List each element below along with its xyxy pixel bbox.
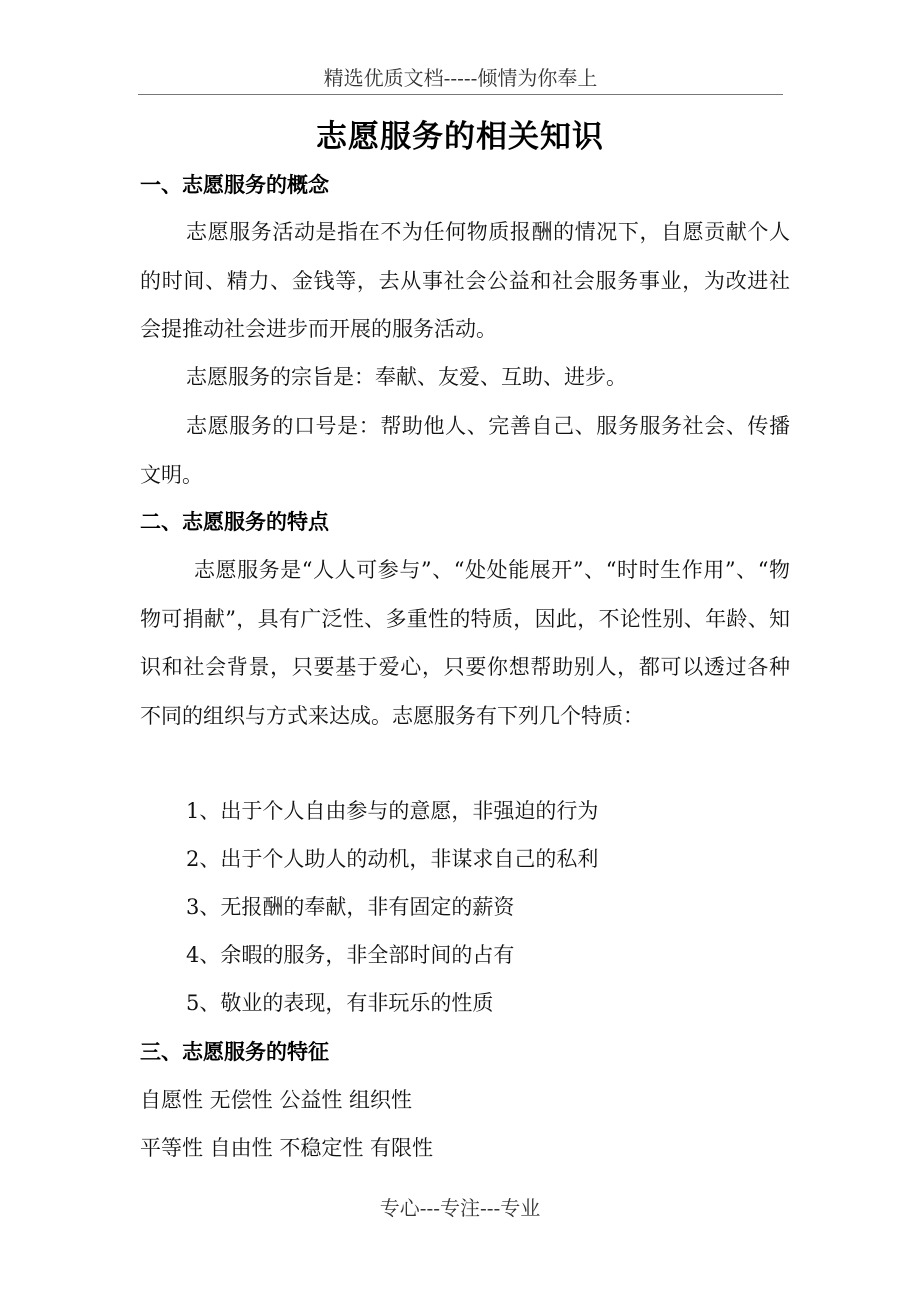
slogan-paragraph: 志愿服务的口号是：帮助他人、完善自己、服务服务社会、传播文明。 bbox=[140, 414, 790, 487]
concept-paragraph: 志愿服务活动是指在不为任何物质报酬的情况下，自愿贡献个人的时间、精力、金钱等，去从事社会公益和社会服务事业，为改进社会提推动社会进步而开展的服务活动。 bbox=[140, 220, 790, 342]
list-item: 2、出于个人助人的动机，非谋求自己的私利 bbox=[186, 847, 599, 871]
list-item: 4、余暇的服务，非全部时间的占有 bbox=[186, 943, 515, 967]
features-line: 自愿性 无偿性 公益性 组织性 bbox=[140, 1088, 413, 1112]
section-heading-characteristics: 二、志愿服务的特点 bbox=[140, 510, 329, 534]
document-title: 志愿服务的相关知识 bbox=[316, 119, 604, 155]
features-line: 平等性 自由性 不稳定性 有限性 bbox=[140, 1136, 434, 1160]
list-item: 3、无报酬的奉献，非有固定的薪资 bbox=[186, 895, 515, 919]
characteristics-paragraph: 志愿服务是“人人可参与”、“处处能展开”、“时时生作用”、“物物可捐献”，具有广泛性、多重性的特质，因此，不论性别、年龄、知识和社会背景，只要基于爱心，只要你想帮助别人，都可以透过各种不同的组织与方式来达成。志愿服务有下列几个特质： bbox=[140, 558, 790, 728]
list-item: 1、出于个人自由参与的意愿，非强迫的行为 bbox=[186, 799, 599, 823]
list-item: 5、敬业的表现，有非玩乐的性质 bbox=[186, 991, 494, 1015]
section-heading-concept: 一、志愿服务的概念 bbox=[140, 173, 329, 197]
page-footer: 专心---专注---专业 bbox=[379, 1196, 541, 1220]
page-header: 精选优质文档-----倾情为你奉上 bbox=[138, 64, 783, 95]
purpose-paragraph: 志愿服务的宗旨是：奉献、友爱、互助、进步。 bbox=[186, 365, 627, 389]
section-heading-features: 三、志愿服务的特征 bbox=[140, 1040, 329, 1064]
